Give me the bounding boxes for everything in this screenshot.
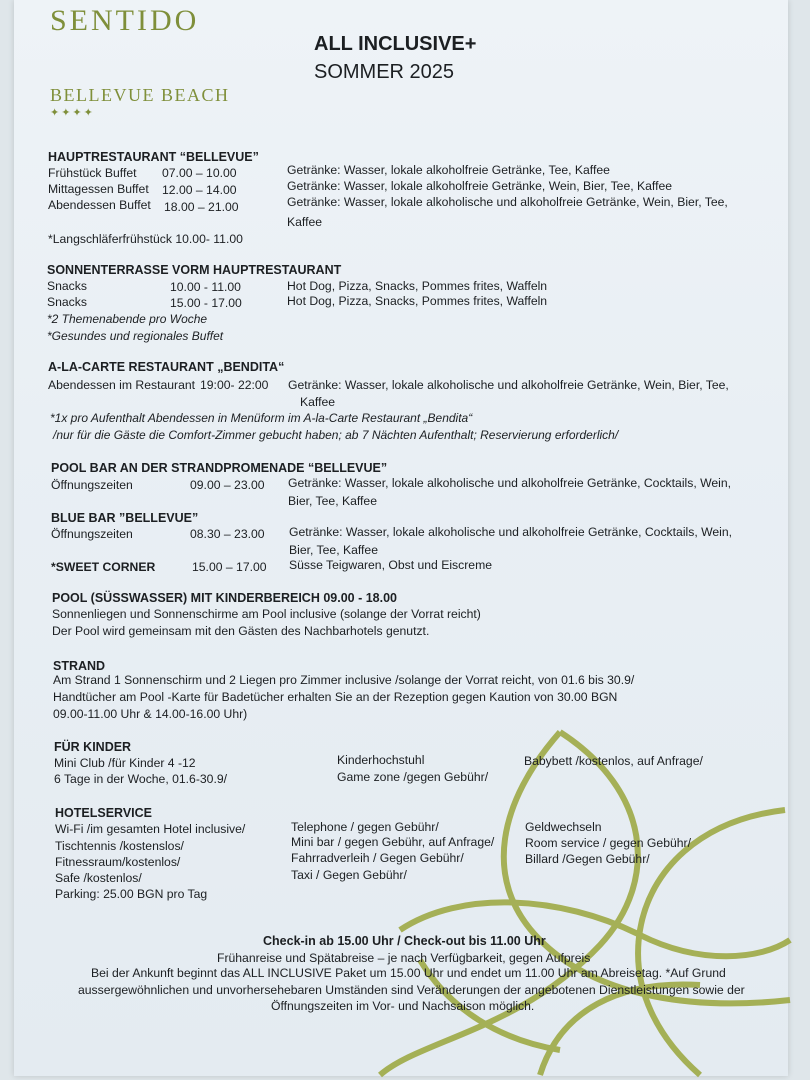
bluebar-drinks: Getränke: Wasser, lokale alkoholische und alkoholfreie Getränke, Cocktails, Wein, (289, 525, 733, 539)
service-wifi: Wi-Fi /im gesamten Hotel inclusive/ (55, 822, 246, 836)
section-heading-pool: POOL (SÜSSWASSER) MIT KINDERBEREICH 09.00 - 18.00 (52, 591, 397, 605)
snacks-label-1: Snacks (47, 279, 87, 293)
poolbar-drinks: Getränke: Wasser, lokale alkoholische und alkoholfreie Getränke, Cocktails, Wein, (288, 476, 732, 490)
footer-line-1: Frühanreise und Spätabreise – je nach Verfügbarkeit, gegen Aufpreis (217, 951, 591, 965)
section-heading-hotelservice: HOTELSERVICE (55, 806, 153, 820)
kinder-hochstuhl: Kinderhochstuhl (337, 753, 425, 767)
snacks-label-2: Snacks (47, 295, 87, 309)
service-tischtennis: Tischtennis /kostenslos/ (55, 839, 184, 853)
service-fahrradverleih: Fahrradverleih / Gegen Gebühr/ (291, 851, 464, 865)
section-heading-strand: STRAND (53, 659, 106, 673)
alacarte-note-2: /nur für die Gäste die Comfort-Zimmer gebucht haben; ab 7 Nächten Aufenthalt; Reservierung erforderlich/ (53, 428, 619, 442)
kinder-miniclub-days: 6 Tage in der Woche, 01.6-30.9/ (54, 772, 227, 786)
section-heading-kinder: FÜR KINDER (54, 740, 132, 754)
kinder-babybett: Babybett /kostenlos, auf Anfrage/ (524, 754, 703, 768)
note-buffet: *Gesundes und regionales Buffet (47, 329, 224, 343)
snacks-time-2: 15.00 - 17.00 (170, 296, 242, 310)
kinder-gamezone: Game zone /gegen Gebühr/ (337, 770, 489, 784)
service-roomservice: Room service / gegen Gebühr/ (525, 836, 691, 850)
sweetcorner-label: *SWEET CORNER (51, 560, 156, 574)
service-minibar: Mini bar / gegen Gebühr, auf Anfrage/ (291, 835, 495, 849)
section-heading-sonnenterrasse: SONNENTERRASSE VORM HAUPTRESTAURANT (47, 263, 342, 277)
sweetcorner-time: 15.00 – 17.00 (192, 560, 267, 574)
footer-line-2: Bei der Ankunft beginnt das ALL INCLUSIVE Paket um 15.00 Uhr und endet um 11.00 Uhr am Abreisetag. *Auf Grund (91, 966, 726, 980)
star-rating: ✦✦✦✦ (50, 107, 95, 119)
hotel-logo: SENTIDO (50, 4, 200, 37)
service-telephone: Telephone / gegen Gebühr/ (291, 820, 439, 834)
snacks-time-1: 10.00 - 11.00 (170, 280, 241, 294)
strand-line-1: Am Strand 1 Sonnenschirm und 2 Liegen pro Zimmer inclusive /solange der Vorrat reicht, von 01.6 bis 30.9/ (53, 673, 635, 687)
strand-line-3: 09.00-11.00 Uhr & 14.00-16.00 Uhr) (53, 707, 248, 721)
bluebar-time: 08.30 – 23.00 (190, 527, 265, 541)
meal-drinks-fruehstueck: Getränke: Wasser, lokale alkoholfreie Getränke, Tee, Kaffee (287, 163, 610, 177)
meal-time-abendessen: 18.00 – 21.00 (164, 200, 239, 214)
snacks-items-2: Hot Dog, Pizza, Snacks, Pommes frites, Waffeln (287, 294, 548, 308)
section-heading-bluebar: BLUE BAR ”BELLEVUE” (51, 511, 199, 525)
poolbar-hours-label: Öffnungszeiten (51, 478, 133, 492)
meal-drinks-abendessen-cont: Kaffee (287, 215, 323, 229)
poolbar-time: 09.00 – 23.00 (190, 478, 265, 492)
bluebar-hours-label: Öffnungszeiten (51, 527, 133, 541)
section-heading-hauptrestaurant: HAUPTRESTAURANT “BELLEVUE” (48, 150, 259, 164)
section-heading-poolbar: POOL BAR AN DER STRANDPROMENADE “BELLEVUE” (51, 461, 388, 475)
hotel-subbrand: BELLEVUE BEACH (50, 85, 230, 105)
alacarte-label: Abendessen im Restaurant (48, 378, 196, 392)
meal-label-mittagessen: Mittagessen Buffet (48, 182, 149, 196)
note-langschlaefer: *Langschläferfrühstück 10.00- 11.00 (48, 232, 243, 246)
alacarte-time: 19:00- 22:00 (200, 378, 269, 392)
service-parking: Parking: 25.00 BGN pro Tag (55, 887, 208, 901)
page-title: ALL INCLUSIVE+ (314, 33, 477, 55)
meal-label-abendessen: Abendessen Buffet (48, 198, 151, 212)
alacarte-note-1: *1x pro Aufenthalt Abendessen in Menüform im A-la-Carte Restaurant „Bendita“ (50, 411, 473, 425)
pool-line-2: Der Pool wird gemeinsam mit den Gästen des Nachbarhotels genutzt. (52, 624, 430, 638)
meal-drinks-abendessen: Getränke: Wasser, lokale alkoholische und alkoholfreie Getränke, Wein, Bier, Tee, (287, 195, 728, 209)
season-subtitle: SOMMER 2025 (314, 61, 455, 83)
bluebar-drinks-cont: Bier, Tee, Kaffee (289, 543, 378, 557)
meal-time-mittagessen: 12.00 – 14.00 (162, 183, 237, 197)
note-themenabende: *2 Themenabende pro Woche (47, 312, 208, 326)
sweetcorner-items: Süsse Teigwaren, Obst und Eiscreme (289, 558, 492, 572)
service-taxi: Taxi / Gegen Gebühr/ (291, 868, 407, 882)
checkin-checkout: Check-in ab 15.00 Uhr / Check-out bis 11.00 Uhr (263, 934, 546, 948)
meal-time-fruehstueck: 07.00 – 10.00 (162, 166, 237, 180)
pool-line-1: Sonnenliegen und Sonnenschirme am Pool inclusive (solange der Vorrat reicht) (52, 607, 481, 621)
service-safe: Safe /kostenlos/ (55, 871, 142, 885)
section-heading-alacarte: A-LA-CARTE RESTAURANT „BENDITA“ (48, 360, 285, 374)
meal-label-fruehstueck: Frühstück Buffet (48, 166, 137, 180)
service-fitness: Fitnessraum/kostenlos/ (55, 855, 181, 869)
kinder-miniclub: Mini Club /für Kinder 4 -12 (54, 756, 196, 770)
service-billard: Billard /Gegen Gebühr/ (525, 852, 650, 866)
strand-line-2: Handtücher am Pool -Karte für Badetücher erhalten Sie an der Rezeption gegen Kaution von 30.00 BGN (53, 690, 618, 704)
meal-drinks-mittagessen: Getränke: Wasser, lokale alkoholfreie Getränke, Wein, Bier, Tee, Kaffee (287, 179, 673, 193)
snacks-items-1: Hot Dog, Pizza, Snacks, Pommes frites, Waffeln (287, 279, 548, 293)
alacarte-drinks-cont: Kaffee (300, 395, 336, 409)
footer-line-3: aussergewöhnlichen und unvorhersehebaren Umständen sind Veränderungen der angebotenen Dienstleistungen sowie der (78, 983, 745, 997)
footer-line-4: Öffnungszeiten im Vor- und Nachsaison möglich. (271, 999, 535, 1013)
alacarte-drinks: Getränke: Wasser, lokale alkoholische und alkoholfreie Getränke, Wein, Bier, Tee, (288, 378, 729, 392)
poolbar-drinks-cont: Bier, Tee, Kaffee (288, 494, 377, 508)
service-geldwechseln: Geldwechseln (525, 820, 602, 834)
